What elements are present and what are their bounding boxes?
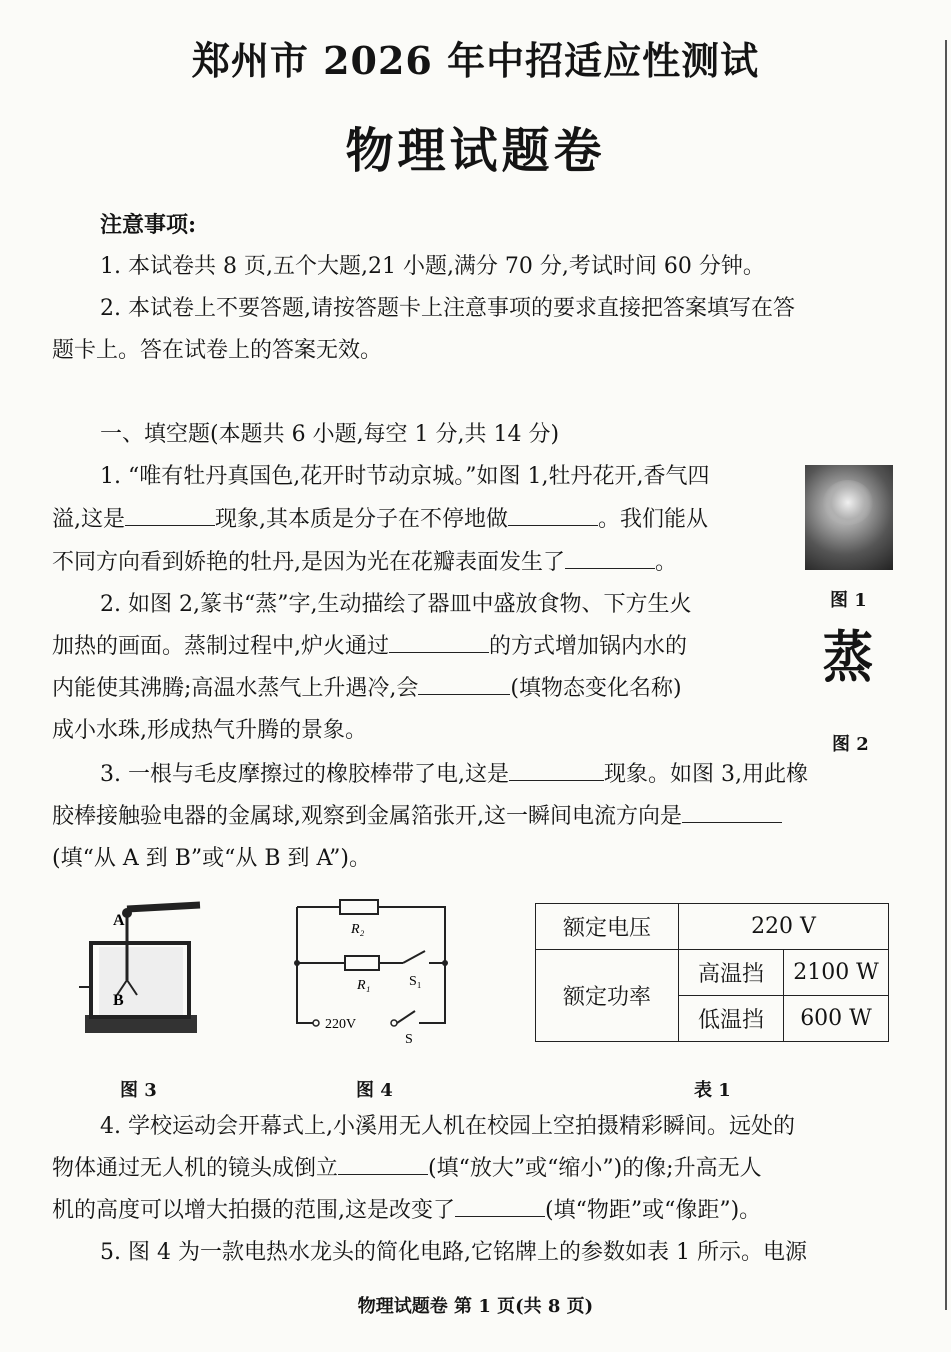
point-a-label: A [113, 912, 125, 929]
high-setting-label: 高温挡 [679, 950, 784, 996]
notice-heading: 注意事项: [100, 212, 197, 238]
paper-subtitle: 物理试题卷 [345, 123, 606, 179]
point-b-label: B [113, 992, 124, 1009]
q3-line-1: 3. 一根与毛皮摩擦过的橡胶棒带了电,这是 现象。如图 3,用此橡 [100, 762, 808, 787]
answer-blank[interactable] [682, 802, 782, 823]
q1-line-2: 溢,这是 现象,其本质是分子在不停地做 。我们能从 [52, 507, 709, 532]
exam-title: 郑州市 2026 年中招适应性测试 [191, 38, 760, 83]
rated-voltage-label: 额定电压 [536, 904, 679, 950]
s1-label: S₁ [409, 974, 422, 989]
peony-photo [805, 465, 893, 570]
answer-blank[interactable] [338, 1154, 428, 1175]
notice-item-2-line-1: 2. 本试卷上不要答题,请按答题卡上注意事项的要求直接把答案填写在答 [100, 296, 795, 321]
low-setting-label: 低温挡 [679, 996, 784, 1042]
section-1-heading: 一、填空题(本题共 6 小题,每空 1 分,共 14 分) [100, 422, 560, 447]
answer-blank[interactable] [509, 760, 604, 781]
answer-blank[interactable] [125, 505, 215, 526]
electroscope-figure [75, 895, 210, 1045]
q3-line-2: 胶棒接触验电器的金属球,观察到金属箔张开,这一瞬间电流方向是 [52, 802, 782, 832]
r1-label: R₁ [357, 978, 371, 993]
notice-item-2-line-2: 题卡上。答在试卷上的答案无效。 [52, 338, 383, 363]
fig-2-caption: 图 2 [832, 734, 869, 755]
low-setting-value: 600 W [784, 996, 889, 1042]
page-footer: 物理试题卷 第 1 页(共 8 页) [357, 1296, 594, 1317]
q1-line-3: 不同方向看到娇艳的牡丹,是因为光在花瓣表面发生了 。 [52, 550, 678, 575]
notice-item-1: 1. 本试卷共 8 页,五个大题,21 小题,满分 70 分,考试时间 60 分钟。 [100, 254, 765, 279]
q1-line-1: 1. “唯有牡丹真国色,花开时节动京城。”如图 1,牡丹花开,香气四 [100, 464, 710, 489]
q2-line-4: 成小水珠,形成热气升腾的景象。 [52, 718, 367, 743]
fig-1-caption: 图 1 [830, 590, 867, 611]
seal-script-zheng-glyph: 蒸 [822, 625, 874, 691]
q4-line-3: 机的高度可以增大拍摄的范围,这是改变了 (填“物距”或“像距”)。 [52, 1198, 762, 1223]
q2-line-3: 内能使其沸腾;高温水蒸气上升遇冷,会 (填物态变化名称) [52, 676, 682, 701]
rated-voltage-value: 220 V [679, 904, 889, 950]
spec-table [535, 903, 889, 1042]
page-edge-line [945, 40, 947, 1310]
answer-blank[interactable] [508, 505, 598, 526]
table-1-caption: 表 1 [694, 1080, 731, 1101]
q4-line-1: 4. 学校运动会开幕式上,小溪用无人机在校园上空拍摄精彩瞬间。远处的 [100, 1114, 795, 1139]
voltage-label: 220V [325, 1017, 357, 1032]
rated-power-label: 额定功率 [536, 950, 679, 1042]
answer-blank[interactable] [565, 548, 655, 569]
q3-line-3: (填“从 A 到 B”或“从 B 到 A”)。 [52, 846, 371, 871]
q2-line-2: 加热的画面。蒸制过程中,炉火通过 的方式增加锅内水的 [52, 634, 688, 659]
answer-blank[interactable] [455, 1196, 545, 1217]
q4-line-2: 物体通过无人机的镜头成倒立 (填“放大”或“缩小”)的像;升高无人 [52, 1156, 762, 1181]
answer-blank[interactable] [389, 632, 489, 653]
r2-label: R₂ [351, 922, 365, 937]
q5-line-1: 5. 图 4 为一款电热水龙头的简化电路,它铭牌上的参数如表 1 所示。电源 [100, 1240, 807, 1265]
fig-4-caption: 图 4 [356, 1080, 393, 1101]
high-setting-value: 2100 W [784, 950, 889, 996]
answer-blank[interactable] [418, 674, 510, 695]
s-label: S [405, 1032, 413, 1045]
q2-line-1: 2. 如图 2,篆书“蒸”字,生动描绘了器皿中盛放食物、下方生火 [100, 592, 692, 617]
fig-3-caption: 图 3 [120, 1080, 157, 1101]
circuit-diagram [285, 895, 460, 1045]
